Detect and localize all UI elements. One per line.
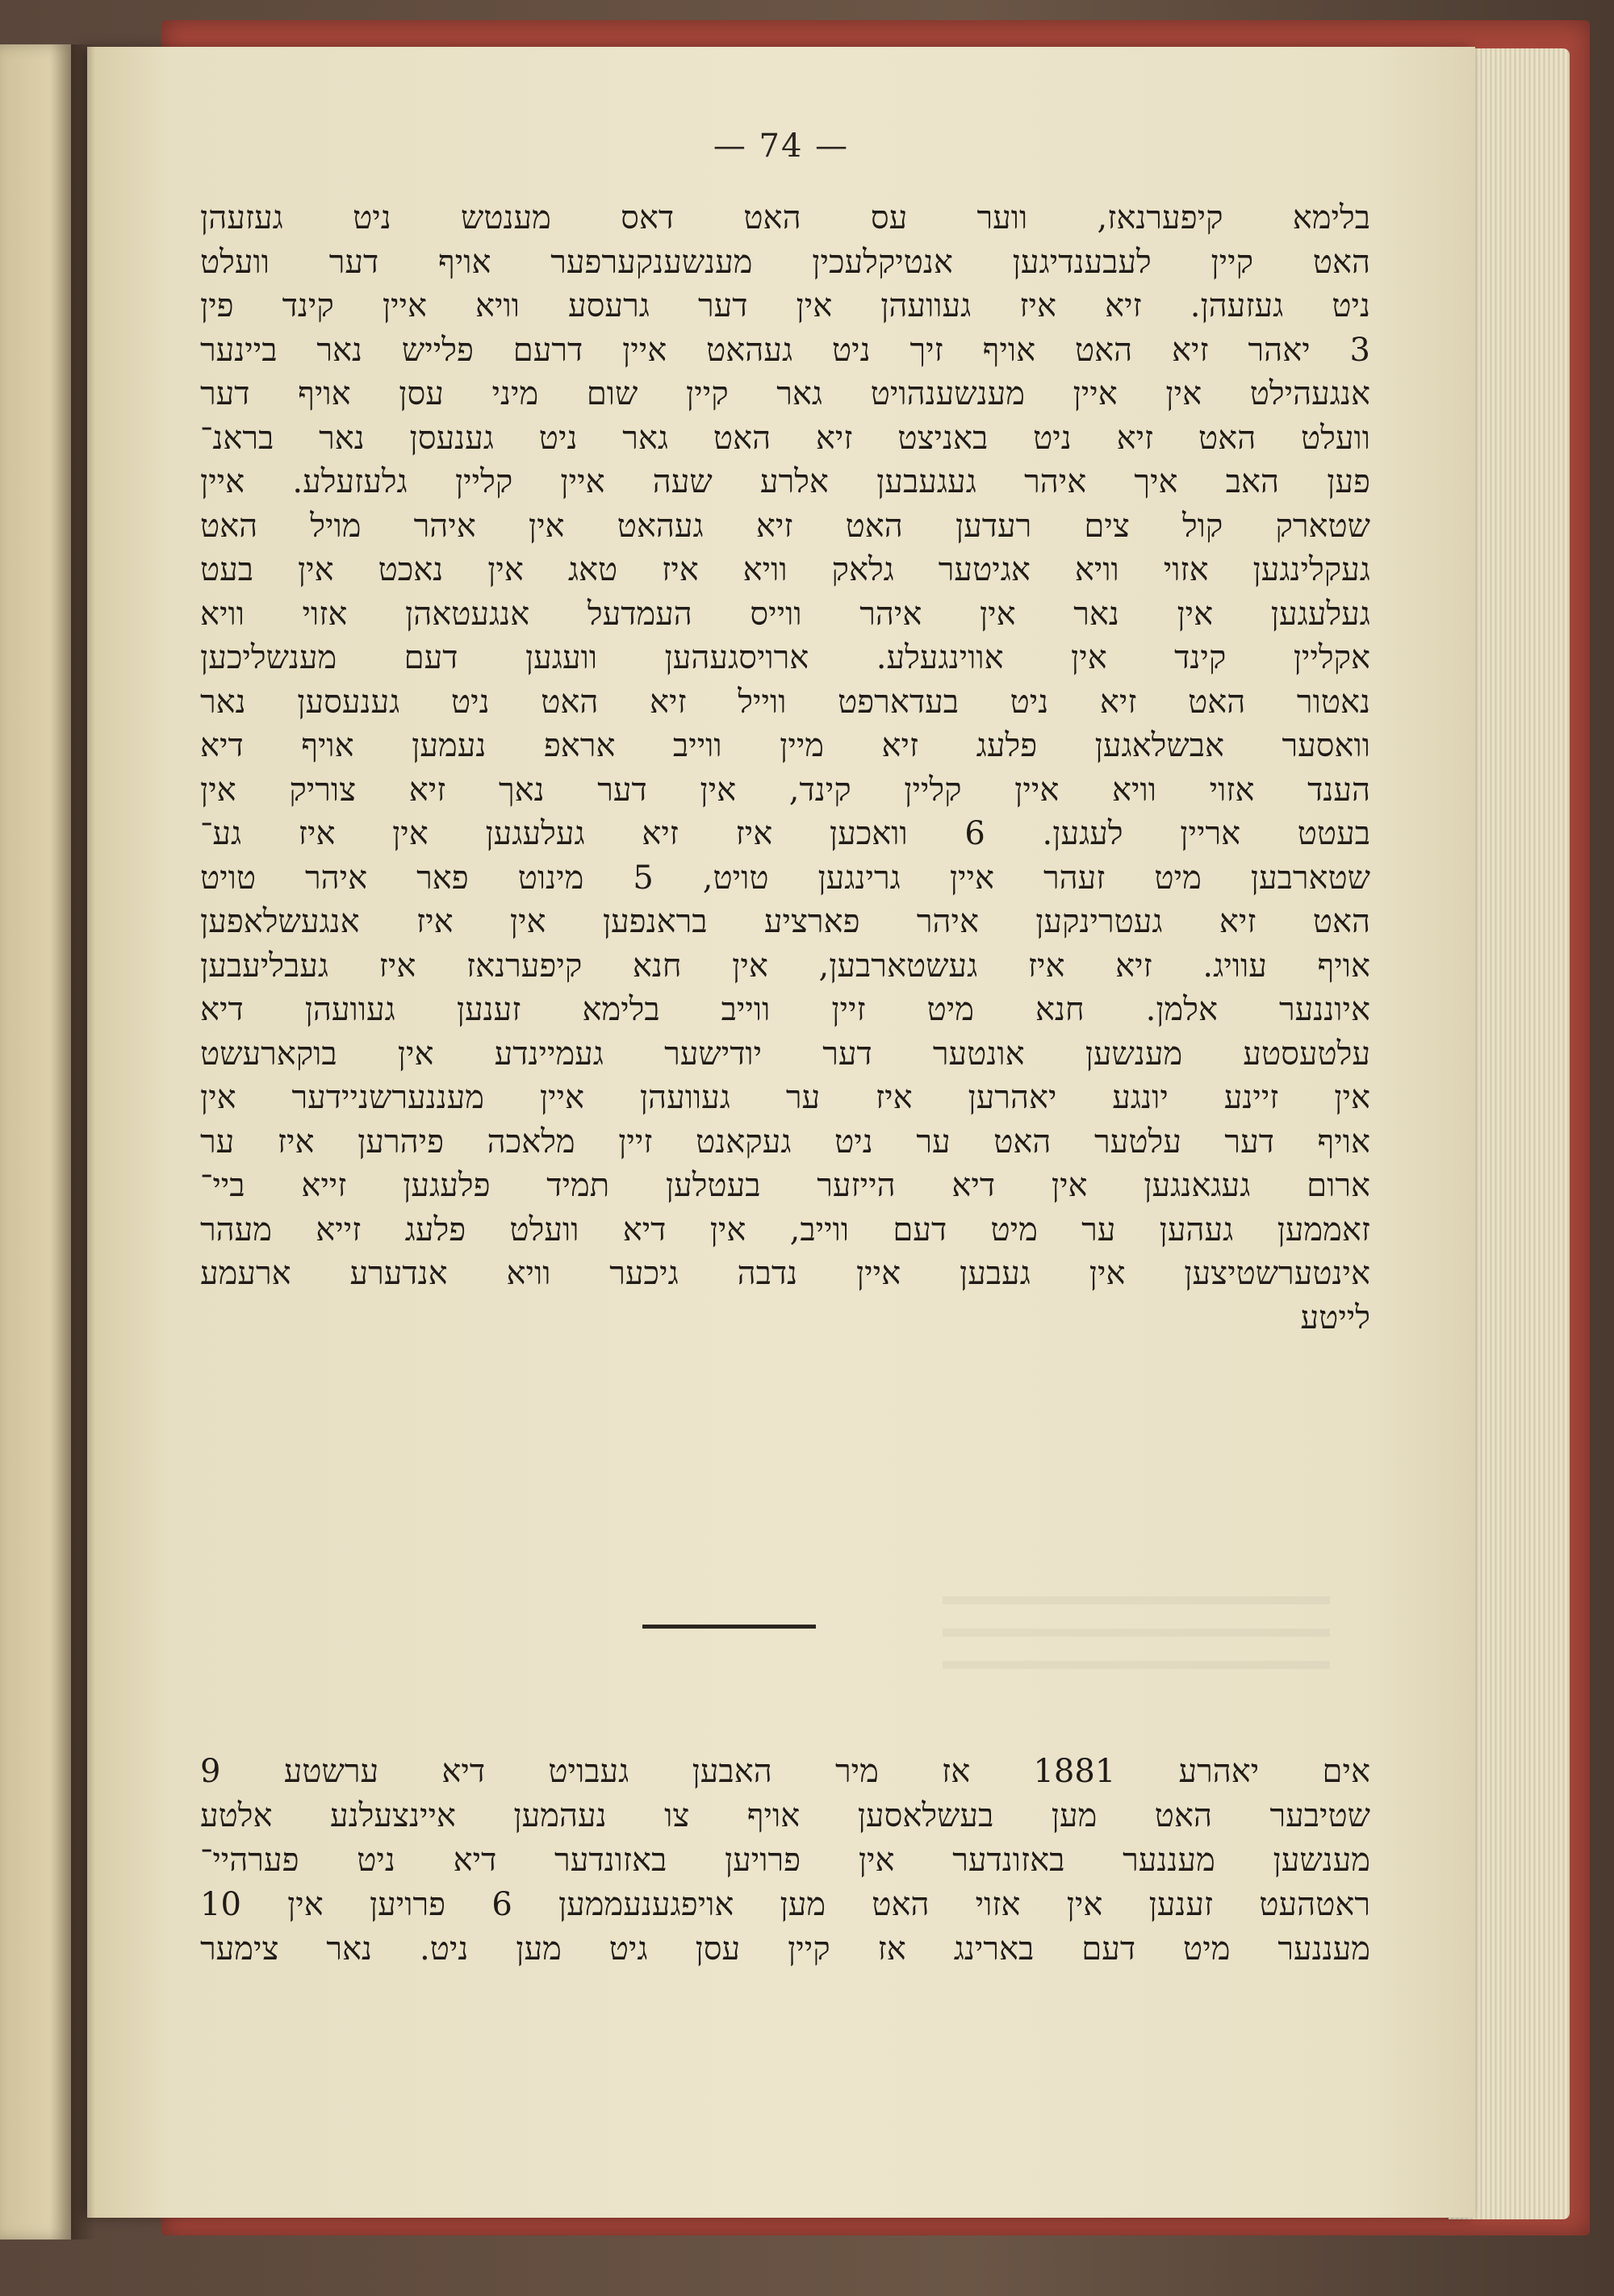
text-line: לייטע (1300, 1299, 1370, 1336)
text-line: עלטעסטע מענשען אונטער דער יודישער געמיינדע אין בוקארעשט (200, 1035, 1370, 1073)
text-line: ראטהעט זענען אין אזוי האט מען אויפגענעממען 6 פרויען אין 10 (200, 1886, 1370, 1923)
bleed-through (943, 1596, 1330, 1693)
gutter-shadow (71, 44, 95, 2240)
text-line: אויף דער עלטער האט ער ניט געקאנט זיין מלאכה פיהרען איז ער (200, 1123, 1370, 1161)
text-line: זאממען געהען ער מיט דעם ווייב, אין דיא וועלט פלעג זייא מעהר (200, 1211, 1370, 1248)
text-line: שטארק קול צים רעדען האט זיא געהאט אין איהר מויל האט (200, 507, 1370, 545)
text-line: הענד אזוי וויא איין קליין קינד, אין דער נאך זיא צוריק אין (200, 771, 1370, 809)
text-line: שטיבער האט מען בעשלאסען אויף צו נעהמען איינצעלנע אלטע (200, 1797, 1370, 1834)
text-line: בלימא קיפערנאז, ווער עס האט דאס מענטש ניט געזעהן (200, 199, 1370, 236)
text-line: 3 יאהר זיא האט אויף זיך ניט געהאט איין דרעם פלייש נאר ביינער (200, 331, 1370, 369)
text-line: ניט געזעהן. זיא איז געוועהן אין דער גרעסע וויא איין קינד פין (200, 287, 1370, 324)
text-line: אקליין קינד אין אווינגעלע. ארויסגעהען וועגען דעם מענשליכען (200, 639, 1370, 676)
text-line: איוננער אלמן. חנא מיט זיין ווייב בלימא זענען געוועהן דיא (200, 991, 1370, 1028)
text-line: אנגעהילט אין איין מענשענהויט גאר קיין שום מיני עסן אויף דער (200, 375, 1370, 412)
text-line: האט זיא געטרינקען איהר פארציע בראנפען אין איז אנגעשלאפען (200, 903, 1370, 940)
facing-page-edge (0, 44, 71, 2240)
page-number: — 74 — (713, 128, 850, 165)
text-line: אויף עוויג. זיא איז געשטארבען, אין חנא קיפערנאז איז געבליעבען (200, 947, 1370, 985)
text-line: געקלינגען אזוי וויא אגיטער גלאק וויא איז טאג אין נאכט אין בעט (200, 551, 1370, 588)
text-line: וואסער אבשלאגען פלעג זיא מיין ווייב אראפ נעמען אויף דיא (200, 727, 1370, 764)
text-line: פען האב איך איהר געגעבען אלרע שעה איין קליין גלעזעלע. איין (200, 463, 1370, 500)
text-line: געלעגען אין נאר אין איהר ווייס העמדעל אנגעטאהן אזוי וויא (200, 595, 1370, 633)
text-line: אין זיינע יונגע יאהרען איז ער געוועהן איין מעננערשניידער אין (200, 1079, 1370, 1116)
text-line: מענשען מעננער באזונדער אין פרויען באזונדער דיא ניט פערהיי־ (200, 1842, 1370, 1879)
text-line: נאטור האט זיא ניט בעדארפט ווייל זיא האט ניט גענעסען נאר (200, 683, 1370, 721)
text-line: וועלט האט זיא ניט באניצט זיא האט גאר ניט גענעסן נאר בראנ־ (200, 419, 1370, 457)
text-line: מעננער מיט דעם בארינג אז קיין עסן גיט מען ניט. נאר צימער (200, 1930, 1370, 1968)
section-divider (642, 1625, 816, 1629)
paragraph-1 (200, 196, 1370, 1340)
text-line: שטארבען מיט זעהר איין גרינגען טויט, 5 מינוט פאר איהר טויט (200, 859, 1370, 897)
book-page (87, 47, 1475, 2218)
text-line: אים יאהרע 1881 אז מיר האבען געבויט דיא ערשטע 9 (200, 1753, 1370, 1790)
text-line: אינטערשטיצען אין געבען איין נדבה גיכער וויא אנדערע ארעמע (200, 1255, 1370, 1292)
paragraph-2 (200, 1750, 1370, 1972)
text-line: ארום געגאנגען אין דיא הייזער בעטלען תמיד פלעגען זייא ביי־ (200, 1167, 1370, 1204)
text-line: בעטט אריין לעגען. 6 וואכען איז זיא געלעגען אין איז גע־ (200, 815, 1370, 852)
text-line: האט קיין לעבענדיגען אנטיקלעכין מענשענקערפער אויף דער וועלט (200, 243, 1370, 281)
